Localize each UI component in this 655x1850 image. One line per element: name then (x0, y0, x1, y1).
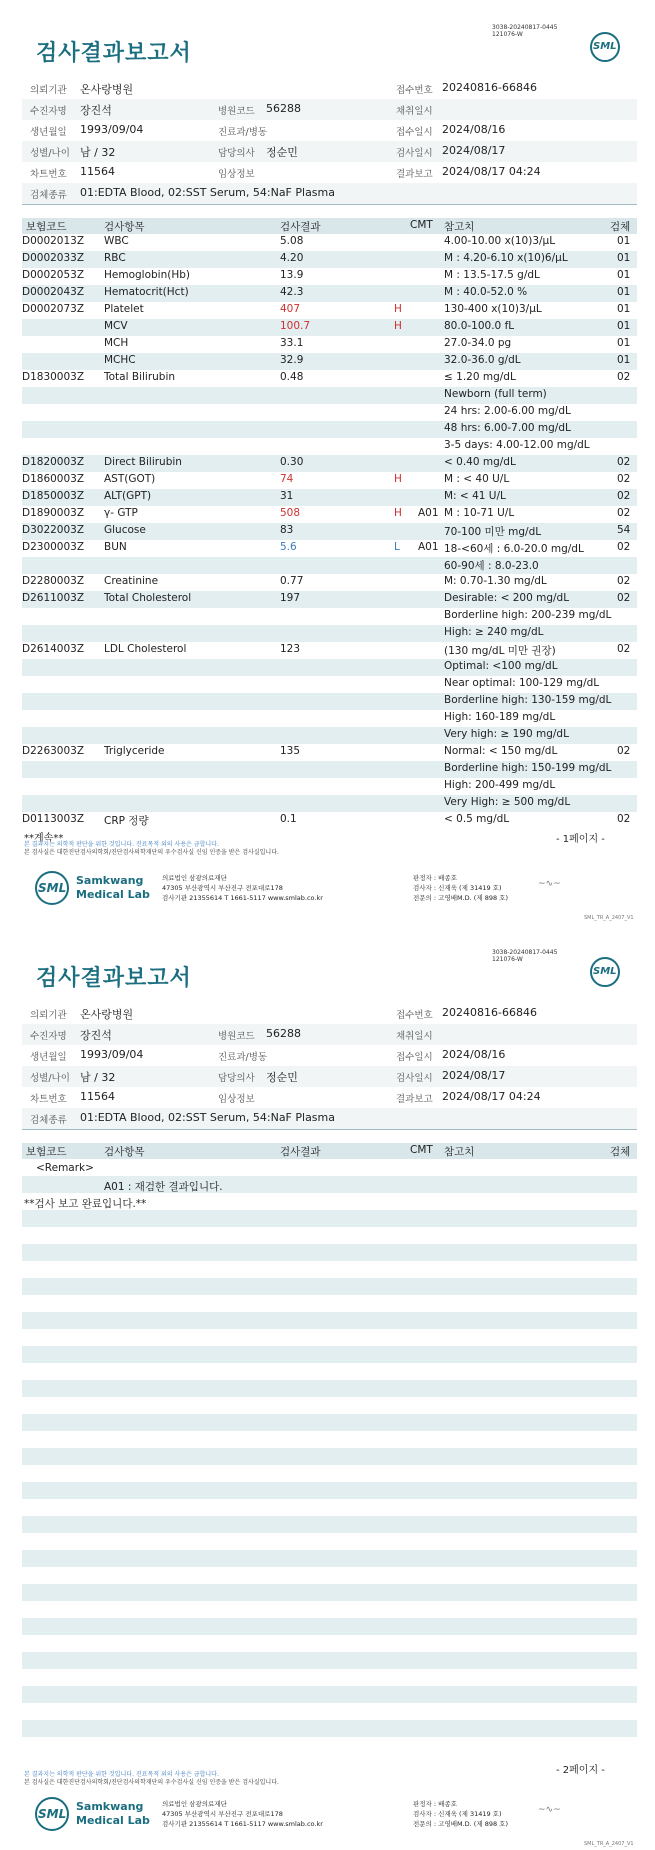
cell-spec: 02 (617, 371, 631, 383)
cell-ref: 48 hrs: 6.00-7.00 mg/dL (444, 422, 571, 434)
table-header: 보험코드 검사항목 검사결과 CMT 참고치 검체 (22, 218, 637, 234)
cell-ref: 80.0-100.0 fL (444, 320, 515, 332)
table-row (22, 642, 637, 659)
cell-ref: < 0.5 mg/dL (444, 813, 510, 825)
cell-spec: 01 (617, 269, 631, 281)
table-row (22, 1244, 637, 1261)
cell-ref: Optimal: <100 mg/dL (444, 660, 558, 672)
cell-name: Glucose (104, 524, 146, 536)
cell-spec: 02 (617, 507, 631, 519)
table-row (22, 1210, 637, 1227)
table-row (22, 472, 637, 489)
cell-result: 0.1 (280, 813, 297, 825)
report-page-2 (0, 925, 655, 1850)
cell-code: D0002073Z (22, 303, 85, 315)
table-row (22, 1261, 637, 1278)
table-row (22, 285, 637, 302)
handwritten-signature: ~∿~ (538, 1805, 561, 1815)
table-row (22, 1482, 637, 1499)
footer-logo-text: SML (38, 881, 67, 895)
cell-flag: H (394, 320, 402, 332)
table-row (22, 1465, 637, 1482)
cell-result: 83 (280, 524, 294, 536)
cell-ref: M : 40.0-52.0 % (444, 286, 528, 298)
cell-result: 13.9 (280, 269, 304, 281)
table-row (22, 1295, 637, 1312)
cell-ref: Borderline high: 200-239 mg/dL (444, 609, 612, 621)
table-row (22, 353, 637, 370)
cell-code: D0002043Z (22, 286, 85, 298)
cell-cmt: A01 (418, 541, 439, 553)
cell-ref: 70-100 미만 mg/dL (444, 526, 542, 538)
sml-logo-text: SML (593, 966, 617, 977)
disclaimer-note: 본 결과지는 의학적 판단을 위한 것입니다. 진료목적 외의 사용은 금합니다. (24, 841, 219, 848)
remark-text: A01 : 재검한 결과입니다. (104, 1181, 223, 1193)
cell-ref: ≤ 1.20 mg/dL (444, 371, 516, 383)
info-row: 차트번호 11564 임상정보 결과보고 2024/08/17 04:24 (30, 1090, 541, 1105)
cell-ref: M : < 40 U/L (444, 473, 510, 485)
cell-spec: 01 (617, 235, 631, 247)
cell-ref: Borderline high: 130-159 mg/dL (444, 694, 612, 706)
cell-ref: High: 160-189 mg/dL (444, 711, 556, 723)
divider (22, 204, 637, 205)
cell-spec: 02 (617, 541, 631, 553)
patient-name: 장진석 (80, 104, 112, 117)
table-row (22, 1414, 637, 1431)
table-row (22, 744, 637, 761)
footer-signatures: 판정자 : 배종호 검사자 : 신재욱 (제 31419 호) 전문의 : 고영배M.D. (제 898 호) (413, 874, 508, 902)
handwritten-signature: ~∿~ (538, 879, 561, 889)
cell-ref: 130-400 x(10)3/μL (444, 303, 542, 315)
cell-result: 5.08 (280, 235, 304, 247)
table-row (22, 251, 637, 268)
page-number: - 1페이지 - (556, 834, 605, 845)
table-row (22, 1618, 637, 1635)
table-row (22, 693, 637, 710)
sml-logo-text: SML (593, 41, 617, 52)
cell-code: D2263003Z (22, 745, 85, 757)
requester: 온사랑병원 (80, 83, 134, 96)
report-title: 검사결과보고서 (36, 966, 192, 991)
cell-ref: < 0.40 mg/dL (444, 456, 516, 468)
cell-result: 32.9 (280, 354, 304, 366)
cell-spec: 01 (617, 286, 631, 298)
table-row (22, 1720, 637, 1737)
table-row (22, 1397, 637, 1414)
cell-spec: 01 (617, 303, 631, 315)
report-title: 검사결과보고서 (36, 41, 192, 66)
cell-spec: 01 (617, 252, 631, 264)
table-row (22, 1669, 637, 1686)
table-row (22, 761, 637, 778)
table-row (22, 1533, 637, 1550)
cell-spec: 02 (617, 813, 631, 825)
cell-name: γ- GTP (104, 507, 138, 519)
table-row (22, 387, 637, 404)
table-row (22, 778, 637, 795)
cell-flag: H (394, 473, 402, 485)
cell-name: Platelet (104, 303, 144, 315)
divider (22, 1129, 637, 1130)
info-row: 수진자명 장진석 병원코드 56288 채취일시 (22, 1024, 637, 1045)
cell-name: ALT(GPT) (104, 490, 152, 502)
disclaimer-note: 본 결과지는 의학적 판단을 위한 것입니다. 진료목적 외의 사용은 금합니다. (24, 1771, 219, 1778)
table-row (22, 302, 637, 319)
table-row (22, 1380, 637, 1397)
cell-name: MCV (104, 320, 128, 332)
table-row (22, 608, 637, 625)
cell-result: 74 (280, 473, 294, 485)
info-row: 성별/나이 남 / 32 담당의사 정순민 검사일시 2024/08/17 (22, 1066, 637, 1087)
cell-code: D1890003Z (22, 507, 85, 519)
cell-ref: 18-<60세 : 6.0-20.0 mg/dL (444, 543, 584, 555)
cell-code: D1860003Z (22, 473, 85, 485)
cell-ref: M : 13.5-17.5 g/dL (444, 269, 540, 281)
sex-age: 남 / 32 (80, 146, 116, 159)
cell-ref: M: 0.70-1.30 mg/dL (444, 575, 547, 587)
info-row: 수진자명 장진석 병원코드 56288 채취일시 (22, 99, 637, 120)
cell-ref: Very High: ≥ 500 mg/dL (444, 796, 571, 808)
cell-ref: High: ≥ 240 mg/dL (444, 626, 544, 638)
patient-info (22, 1003, 637, 1129)
cell-result: 42.3 (280, 286, 304, 298)
cell-result: 0.77 (280, 575, 304, 587)
specimen-types: 01:EDTA Blood, 02:SST Serum, 54:NaF Plasma (80, 186, 335, 199)
page-number: - 2페이지 - (556, 1765, 605, 1776)
cell-ref: High: 200-499 mg/dL (444, 779, 556, 791)
info-row: 성별/나이 남 / 32 담당의사 정순민 검사일시 2024/08/17 (22, 141, 637, 162)
cell-name: BUN (104, 541, 127, 553)
cell-code: D1820003Z (22, 456, 85, 468)
test-date: 2024/08/17 (442, 144, 506, 157)
table-row (22, 1227, 637, 1244)
birth-date: 1993/09/04 (80, 123, 144, 136)
table-row (22, 1431, 637, 1448)
table-row (22, 1737, 637, 1754)
cell-ref: Borderline high: 150-199 mg/dL (444, 762, 612, 774)
table-row (22, 455, 637, 472)
cell-name: LDL Cholesterol (104, 643, 187, 655)
cell-spec: 02 (617, 456, 631, 468)
table-body (22, 234, 637, 829)
cell-name: Creatinine (104, 575, 159, 587)
cell-name: MCH (104, 337, 129, 349)
cell-ref: 32.0-36.0 g/dL (444, 354, 521, 366)
cell-name: RBC (104, 252, 126, 264)
certification-note: 본 검사실은 대한진단검사의학회/진단검사의학재단의 우수검사실 신임 인증을 받은 검사실입니다. (24, 849, 279, 856)
cell-result: 0.48 (280, 371, 304, 383)
cell-result: 5.6 (280, 541, 297, 553)
table-row (22, 591, 637, 608)
remark-label: <Remark> (36, 1162, 94, 1174)
table-row (22, 1567, 637, 1584)
cell-name: Direct Bilirubin (104, 456, 182, 468)
cell-ref: 60-90세 : 8.0-23.0 (444, 560, 539, 572)
footer-brand: Samkwang Medical Lab (76, 874, 150, 901)
cell-spec: 02 (617, 473, 631, 485)
table-row (22, 1363, 637, 1380)
cell-code: D0002013Z (22, 235, 85, 247)
cell-code: D0002053Z (22, 269, 85, 281)
table-row (22, 421, 637, 438)
cell-spec: 02 (617, 490, 631, 502)
cell-result: 508 (280, 507, 301, 519)
table-row (22, 489, 637, 506)
table-row (22, 1550, 637, 1567)
cell-name: MCHC (104, 354, 136, 366)
table-row (22, 1278, 637, 1295)
cell-ref: Very high: ≥ 190 mg/dL (444, 728, 569, 740)
info-row: 검체종류 01:EDTA Blood, 02:SST Serum, 54:NaF Plasma (22, 183, 637, 204)
form-code: SML_TR_A_2407_V1 (584, 915, 634, 921)
continued-mark: **계속** (24, 833, 64, 844)
cell-code: D3022003Z (22, 524, 85, 536)
results-table (22, 218, 637, 829)
cell-code: D0113003Z (22, 813, 85, 825)
table-row (22, 1686, 637, 1703)
chart-no: 11564 (80, 165, 115, 178)
cell-spec: 01 (617, 354, 631, 366)
cell-result: 4.20 (280, 252, 304, 264)
info-row: 검체종류 01:EDTA Blood, 02:SST Serum, 54:NaF Plasma (22, 1108, 637, 1129)
table-row (22, 812, 637, 829)
footer-brand: Samkwang Medical Lab (76, 1800, 150, 1827)
form-code: SML_TR_A_2407_V1 (584, 1841, 634, 1847)
cell-ref: 24 hrs: 2.00-6.00 mg/dL (444, 405, 571, 417)
cell-code: D2300003Z (22, 541, 85, 553)
cell-result: 407 (280, 303, 301, 315)
footer-signatures: 판정자 : 배종호 검사자 : 신재욱 (제 31419 호) 전문의 : 고영배M.D. (제 898 호) (413, 1800, 508, 1828)
table-row (22, 727, 637, 744)
table-row (22, 1448, 637, 1465)
cell-ref: M : 10-71 U/L (444, 507, 515, 519)
info-row: 의뢰기관 온사랑병원 접수번호 20240816-66846 (30, 81, 537, 96)
cell-name: Hematocrit(Hct) (104, 286, 189, 298)
results-table (22, 1143, 637, 1754)
footer-address: 의료법인 삼광의료재단 47305 부산광역시 부산진구 전포대로178 검사기관 21355614 T 1661-5117 www.smlab.co.kr (162, 1800, 323, 1828)
info-row: 의뢰기관 온사랑병원 접수번호 20240816-66846 (30, 1006, 537, 1021)
table-row (22, 540, 637, 557)
document-id: 3038-20240817-0445 121076-W (492, 949, 558, 963)
receipt-date: 2024/08/16 (442, 123, 506, 136)
table-row (22, 1584, 637, 1601)
cell-result: 31 (280, 490, 294, 502)
table-row (22, 268, 637, 285)
cell-spec: 01 (617, 320, 631, 332)
receipt-no: 20240816-66846 (442, 81, 537, 94)
table-row (22, 1159, 637, 1176)
table-row (22, 1652, 637, 1669)
table-row (22, 557, 637, 574)
table-row (22, 659, 637, 676)
table-row (22, 676, 637, 693)
table-row (22, 1312, 637, 1329)
info-row: 차트번호 11564 임상정보 결과보고 2024/08/17 04:24 (30, 165, 541, 180)
cell-spec: 02 (617, 592, 631, 604)
cell-name: Total Bilirubin (104, 371, 176, 383)
cell-flag: H (394, 507, 402, 519)
cell-flag: L (394, 541, 400, 553)
table-row (22, 574, 637, 591)
cell-spec: 02 (617, 575, 631, 587)
cell-result: 123 (280, 643, 301, 655)
doctor: 정순민 (266, 146, 298, 159)
table-row (22, 370, 637, 387)
footer-logo-text: SML (38, 1807, 67, 1821)
table-row (22, 1516, 637, 1533)
footer-address: 의료법인 삼광의료재단 47305 부산광역시 부산진구 전포대로178 검사기관 21355614 T 1661-5117 www.smlab.co.kr (162, 874, 323, 902)
certification-note: 본 검사실은 대한진단검사의학회/진단검사의학재단의 우수검사실 신임 인증을 받은 검사실입니다. (24, 1779, 279, 1786)
table-row (22, 438, 637, 455)
table-header: 보험코드 검사항목 검사결과 CMT 참고치 검체 (22, 1143, 637, 1159)
table-row (22, 506, 637, 523)
cell-result: 0.30 (280, 456, 304, 468)
cell-name: Total Cholesterol (104, 592, 192, 604)
cell-ref: Desirable: < 200 mg/dL (444, 592, 570, 604)
cell-ref: M: < 41 U/L (444, 490, 506, 502)
info-row: 생년월일 1993/09/04 진료과/병동 접수일시 2024/08/16 (30, 123, 506, 138)
table-row (22, 319, 637, 336)
cell-spec: 01 (617, 337, 631, 349)
cell-code: D2611003Z (22, 592, 85, 604)
cell-ref: 4.00-10.00 x(10)3/μL (444, 235, 556, 247)
cell-code: D1850003Z (22, 490, 85, 502)
cell-ref: (130 mg/dL 미만 권장) (444, 645, 556, 657)
table-row (22, 710, 637, 727)
table-row (22, 1703, 637, 1720)
report-date: 2024/08/17 04:24 (442, 165, 541, 178)
cell-code: D2280003Z (22, 575, 85, 587)
cell-code: D1830003Z (22, 371, 85, 383)
cell-name: Hemoglobin(Hb) (104, 269, 191, 281)
table-row (22, 234, 637, 251)
table-row (22, 1635, 637, 1652)
table-row (22, 404, 637, 421)
document-id: 3038-20240817-0445 121076-W (492, 24, 558, 38)
cell-result: 100.7 (280, 320, 311, 332)
cell-spec: 02 (617, 643, 631, 655)
cell-spec: 02 (617, 745, 631, 757)
table-row (22, 1499, 637, 1516)
table-row (22, 625, 637, 642)
table-row (22, 1601, 637, 1618)
cell-name: Triglyceride (104, 745, 165, 757)
info-row: 생년월일 1993/09/04 진료과/병동 접수일시 2024/08/16 (30, 1048, 506, 1063)
cell-code: D2614003Z (22, 643, 85, 655)
cell-ref: Normal: < 150 mg/dL (444, 745, 558, 757)
report-complete: **검사 보고 완료입니다.** (24, 1198, 147, 1210)
cell-name: CRP 정량 (104, 815, 149, 827)
cell-ref: Near optimal: 100-129 mg/dL (444, 677, 600, 689)
cell-result: 197 (280, 592, 301, 604)
cell-ref: M : 4.20-6.10 x(10)6/μL (444, 252, 568, 264)
cell-ref: 27.0-34.0 pg (444, 337, 512, 349)
table-row (22, 1329, 637, 1346)
cell-ref: Newborn (full term) (444, 388, 547, 400)
table-body (22, 1159, 637, 1754)
cell-flag: H (394, 303, 402, 315)
cell-spec: 54 (617, 524, 631, 536)
hospital-code: 56288 (266, 102, 301, 115)
cell-name: WBC (104, 235, 129, 247)
cell-cmt: A01 (418, 507, 439, 519)
patient-info (22, 78, 637, 204)
cell-result: 33.1 (280, 337, 304, 349)
cell-ref: 3-5 days: 4.00-12.00 mg/dL (444, 439, 590, 451)
table-row (22, 523, 637, 540)
table-row (22, 795, 637, 812)
cell-result: 135 (280, 745, 301, 757)
cell-code: D0002033Z (22, 252, 85, 264)
table-row (22, 1346, 637, 1363)
table-row (22, 336, 637, 353)
cell-name: AST(GOT) (104, 473, 156, 485)
